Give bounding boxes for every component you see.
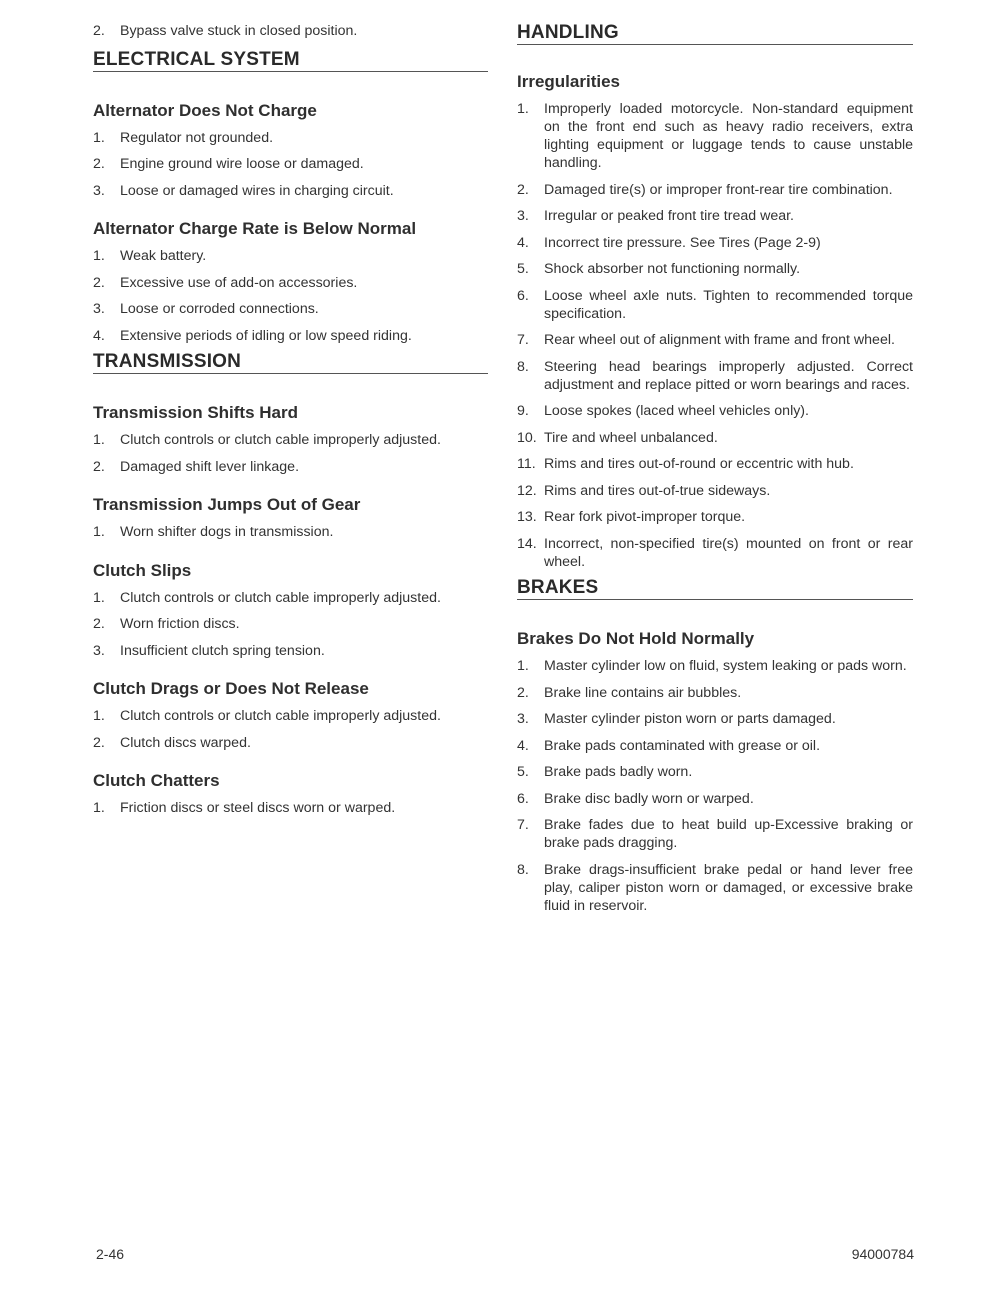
list-item-text: Shock absorber not functioning normally. xyxy=(544,261,801,277)
list-item-text: Incorrect tire pressure. See Tires (Page 2-9) xyxy=(544,234,821,251)
page-number: 2-46 xyxy=(96,1246,125,1262)
list-item-text: Engine ground wire loose or damaged. xyxy=(120,156,364,172)
list-item-number: 10. xyxy=(517,429,537,446)
list-item xyxy=(517,790,913,808)
list-item-number: 1. xyxy=(517,658,529,674)
list-item xyxy=(93,300,488,318)
list-item-number: 3. xyxy=(517,711,529,727)
list-item-text: Loose or damaged wires in charging circuit. xyxy=(120,182,394,199)
list-item-text: Steering head bearings improperly adjusted. Correct adjustment and replace pitted or worn bearings and races. xyxy=(544,358,913,393)
list-item xyxy=(517,710,913,728)
list-item-number: 6. xyxy=(517,287,529,304)
list-item-text: Irregular or peaked front tire tread wear. xyxy=(544,208,794,224)
list-item-number: 4. xyxy=(517,234,529,251)
list-item-text: Rims and tires out-of-true sideways. xyxy=(544,482,771,499)
list-item-number: 1. xyxy=(93,129,105,146)
list-item-number: 2. xyxy=(93,156,105,172)
list-item-text: Rear fork pivot-improper torque. xyxy=(544,509,746,525)
list-item xyxy=(517,861,913,915)
list-item xyxy=(93,707,488,725)
list-item-text: Extensive periods of idling or low speed riding. xyxy=(120,327,412,344)
list-item-number: 8. xyxy=(517,358,529,375)
list-item-text: Insufficient clutch spring tension. xyxy=(120,642,325,659)
list-item-text: Brake fades due to heat build up-Excessive braking or brake pads dragging. xyxy=(544,817,913,851)
list-item xyxy=(93,274,488,292)
list-item xyxy=(93,615,488,633)
list-clutch-chatters xyxy=(93,799,488,817)
list-clutch-drags xyxy=(93,707,488,752)
document-number: 94000784 xyxy=(851,1246,914,1262)
list-item-number: 1. xyxy=(93,708,105,724)
list-item xyxy=(517,358,913,394)
subheading-brakes-do-not-hold: Brakes Do Not Hold Normally xyxy=(517,629,755,648)
list-item-number: 1. xyxy=(517,101,529,117)
list-item-number: 7. xyxy=(517,817,529,833)
list-item-number: 5. xyxy=(517,764,529,780)
list-item-text: Clutch controls or clutch cable improperly adjusted. xyxy=(120,432,441,448)
list-item-text: Tire and wheel unbalanced. xyxy=(544,429,718,446)
list-clutch-slips xyxy=(93,589,488,660)
list-item-text: Brake drags-insufficient brake pedal or hand lever free play, caliper piston worn or damaged, or excessive brake fluid in reservoir. xyxy=(544,861,913,914)
list-item-number: 3. xyxy=(93,642,105,659)
subheading-clutch-drags: Clutch Drags or Does Not Release xyxy=(93,679,369,698)
list-item-text: Regulator not grounded. xyxy=(120,129,274,146)
list-item-number: 2. xyxy=(93,458,105,475)
list-item: 2. Bypass valve stuck in closed position. xyxy=(93,23,358,39)
left-column xyxy=(93,22,488,826)
list-item xyxy=(517,100,913,172)
list-item-number: 2. xyxy=(517,181,529,198)
list-item xyxy=(517,429,913,447)
list-item-number: 11. xyxy=(517,456,536,472)
list-item-number: 2. xyxy=(93,734,105,751)
list-item-number: 14. xyxy=(517,535,537,552)
list-item xyxy=(517,287,913,323)
list-item-number: 1. xyxy=(93,248,105,264)
list-item-text: Loose wheel axle nuts. Tighten to recommended torque specification. xyxy=(544,287,913,322)
section-heading-transmission: TRANSMISSION xyxy=(93,351,488,374)
list-item-text: Brake disc badly worn or warped. xyxy=(544,790,754,807)
list-item-number: 9. xyxy=(517,403,529,419)
subheading-transmission-shifts-hard: Transmission Shifts Hard xyxy=(93,403,298,422)
list-item xyxy=(517,535,913,571)
list-item xyxy=(517,331,913,349)
list-item-number: 1. xyxy=(93,432,105,448)
list-item xyxy=(517,260,913,278)
subheading-alternator-charge-below-normal: Alternator Charge Rate is Below Normal xyxy=(93,219,417,238)
section-heading-brakes: BRAKES xyxy=(517,577,913,600)
list-item xyxy=(93,155,488,173)
list-item-number: 1. xyxy=(93,524,105,540)
subheading-transmission-jumps-out: Transmission Jumps Out of Gear xyxy=(93,495,361,514)
list-alternator-charge-below-normal xyxy=(93,247,488,345)
subheading-irregularities: Irregularities xyxy=(517,72,620,91)
list-item xyxy=(93,799,488,817)
list-item-number: 2. xyxy=(93,274,105,291)
list-item-text: Clutch discs warped. xyxy=(120,734,251,751)
list-item-text: Loose spokes (laced wheel vehicles only). xyxy=(544,403,809,419)
list-item xyxy=(517,234,913,252)
list-item-text: Incorrect, non-specified tire(s) mounted on front or rear wheel. xyxy=(544,535,913,570)
list-item-text: Rear wheel out of alignment with frame and front wheel. xyxy=(544,332,895,348)
list-item xyxy=(517,181,913,199)
list-item-text: Worn shifter dogs in transmission. xyxy=(120,524,334,540)
list-item-number: 5. xyxy=(517,261,529,277)
list-item-text: Brake pads badly worn. xyxy=(544,764,693,780)
list-item-text: Worn friction discs. xyxy=(120,616,240,632)
list-item-number: 3. xyxy=(517,208,529,224)
list-item-number: 13. xyxy=(517,509,537,525)
list-item-text: Damaged tire(s) or improper front-rear tire combination. xyxy=(544,181,893,198)
subheading-clutch-slips: Clutch Slips xyxy=(93,560,192,580)
list-item-number: 2. xyxy=(93,616,105,632)
list-item-number: 7. xyxy=(517,332,529,348)
list-item xyxy=(517,763,913,781)
list-alternator-does-not-charge xyxy=(93,129,488,200)
list-item xyxy=(517,455,913,473)
list-item-text: Weak battery. xyxy=(120,248,207,264)
list-item-text: Brake pads contaminated with grease or oil. xyxy=(544,737,821,754)
list-item xyxy=(517,207,913,225)
list-item xyxy=(517,657,913,675)
list-item-number: 8. xyxy=(517,861,529,878)
list-item xyxy=(517,684,913,702)
list-item-number: 3. xyxy=(93,301,105,317)
list-item-text: Brake line contains air bubbles. xyxy=(544,684,742,701)
list-item xyxy=(93,327,488,345)
list-item xyxy=(93,247,488,265)
subheading-clutch-chatters: Clutch Chatters xyxy=(93,771,220,790)
list-item-text: Master cylinder piston worn or parts damaged. xyxy=(544,711,836,727)
list-item xyxy=(93,431,488,449)
subheading-alternator-does-not-charge: Alternator Does Not Charge xyxy=(93,100,317,120)
list-brakes-do-not-hold xyxy=(517,657,913,915)
list-item-text: Damaged shift lever linkage. xyxy=(120,458,300,475)
list-item-text: Clutch controls or clutch cable improperly adjusted. xyxy=(120,589,441,606)
list-item-number: 12. xyxy=(517,482,537,499)
list-item-text: Rims and tires out-of-round or eccentric with hub. xyxy=(544,456,854,472)
list-item xyxy=(517,508,913,526)
list-transmission-shifts-hard xyxy=(93,431,488,476)
list-item-number: 3. xyxy=(93,182,105,199)
list-item xyxy=(93,129,488,147)
list-item-text: Master cylinder low on fluid, system leaking or pads worn. xyxy=(544,658,907,674)
right-column xyxy=(517,22,913,923)
list-item-text: Loose or corroded connections. xyxy=(120,301,319,317)
list-item xyxy=(517,737,913,755)
list-item xyxy=(93,642,488,660)
list-transmission-jumps-out xyxy=(93,523,488,541)
list-item xyxy=(517,402,913,420)
list-item-number: 1. xyxy=(93,800,105,816)
list-item xyxy=(93,458,488,476)
list-item-number: 6. xyxy=(517,790,529,807)
list-irregularities xyxy=(517,100,913,571)
list-item-text: Friction discs or steel discs worn or warped. xyxy=(120,800,396,816)
section-heading-handling: HANDLING xyxy=(517,22,913,45)
list-item xyxy=(93,589,488,607)
list-item-text: Improperly loaded motorcycle. Non-standard equipment on the front end such as heavy radio receivers, extra lighting equipment or luggage tends to cause unstable handling. xyxy=(544,101,913,171)
list-item-number: 1. xyxy=(93,589,105,606)
section-heading-electrical-system: ELECTRICAL SYSTEM xyxy=(93,49,488,72)
list-item-number: 4. xyxy=(517,737,529,754)
list-item-text: Clutch controls or clutch cable improperly adjusted. xyxy=(120,708,441,724)
list-item-number: 4. xyxy=(93,327,105,344)
list-item xyxy=(93,182,488,200)
list-item xyxy=(93,523,488,541)
list-item xyxy=(517,482,913,500)
list-item-text: Excessive use of add-on accessories. xyxy=(120,274,358,291)
list-item xyxy=(517,816,913,852)
list-item xyxy=(93,734,488,752)
list-item-number: 2. xyxy=(517,684,529,701)
